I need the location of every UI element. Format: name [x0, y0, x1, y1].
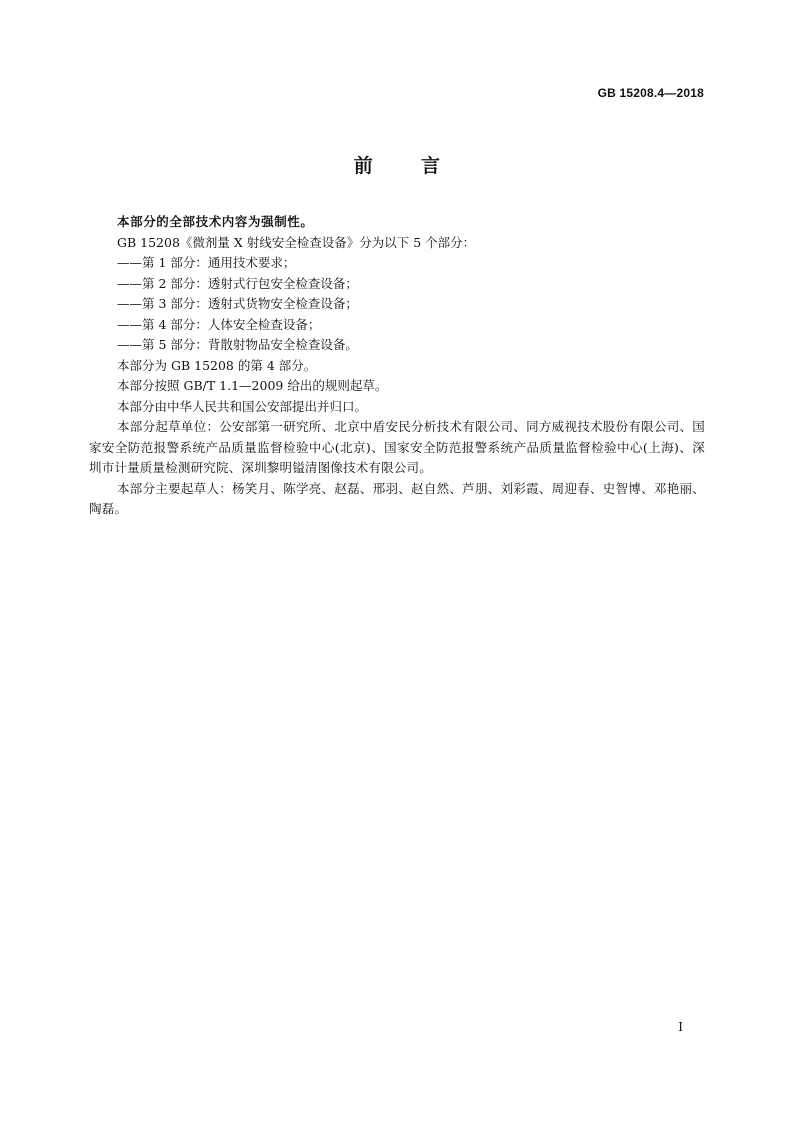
part-list-item: ——第 1 部分：通用技术要求；: [117, 255, 296, 270]
title-char-1: 前: [353, 155, 373, 177]
page-number: I: [678, 1020, 683, 1034]
part-list-item: ——第 5 部分：背散射物品安全检查设备。: [117, 337, 358, 352]
foreword-body: [89, 212, 705, 520]
drafting-rules-statement: 本部分按照 GB/T 1.1—2009 给出的规则起草。: [117, 378, 388, 393]
main-drafters: 本部分主要起草人：杨笑月、陈学亮、赵磊、邢羽、赵自然、芦朋、刘彩霞、周迎春、史智博、邓艳丽、陶磊。: [89, 480, 705, 516]
part-statement: 本部分为 GB 15208 的第 4 部分。: [117, 357, 317, 373]
part-list-item: ——第 2 部分：透射式行包安全检查设备；: [117, 275, 358, 291]
page-title: [0, 151, 794, 178]
mandatory-statement: 本部分的全部技术内容为强制性。: [117, 214, 314, 229]
standard-number: GB 15208.4—2018: [597, 86, 704, 100]
proposer-statement: 本部分由中华人民共和国公安部提出并归口。: [117, 398, 368, 414]
structure-intro: GB 15208《微剂量 X 射线安全检查设备》分为以下 5 个部分：: [117, 234, 476, 250]
drafting-organizations: 本部分起草单位：公安部第一研究所、北京中盾安民分析技术有限公司、同方威视技术股份有限公司、国家安全防范报警系统产品质量监督检验中心(北京)、国家安全防范报警系统产品质量监督检验中心(上海)、深圳市计量质量检测研究院、深圳黎明镒清图像技术有限公司。: [89, 419, 705, 475]
title-char-2: 言: [421, 155, 441, 177]
part-list-item: ——第 4 部分：人体安全检查设备；: [117, 316, 321, 332]
part-list-item: ——第 3 部分：透射式货物安全检查设备；: [117, 296, 358, 311]
